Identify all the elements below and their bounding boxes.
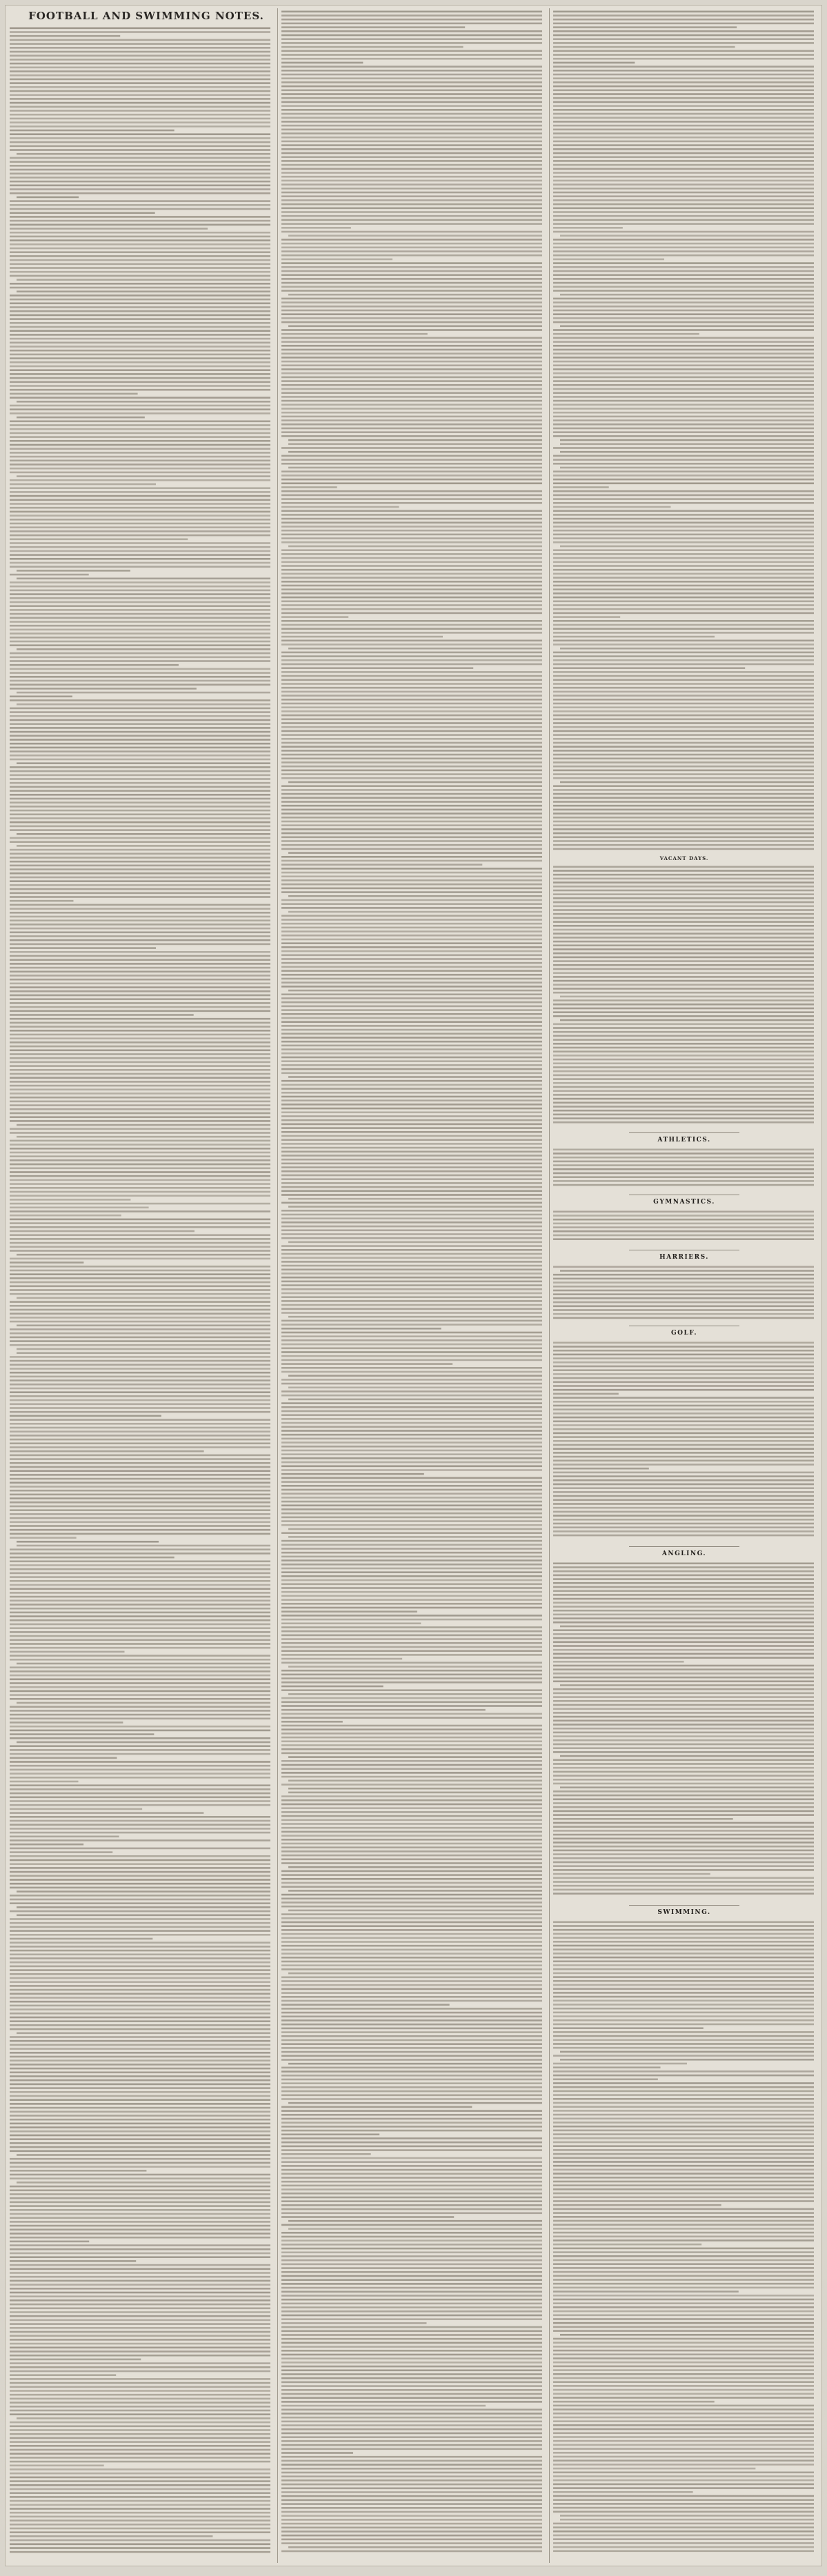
article-body: [281, 10, 544, 2555]
column-2: [281, 6, 545, 2566]
text-lines: [553, 1341, 815, 1541]
text-lines: [553, 1148, 815, 1189]
section-heading-angling: ANGLING.: [661, 1550, 707, 1557]
text-lines: [553, 1561, 815, 1899]
section-heading-swimming: SWIMMING.: [657, 1909, 711, 1916]
text-lines: [10, 26, 272, 2557]
column-1: [10, 6, 273, 2566]
divider: [629, 1546, 739, 1547]
gymnastics-body: [553, 1210, 815, 1244]
text-lines: [553, 1210, 815, 1244]
article-body: [10, 26, 272, 2557]
column-3: [553, 6, 817, 2566]
column-rule: [549, 8, 550, 2563]
newspaper-page: [5, 5, 822, 2566]
angling-body: [553, 1561, 815, 1899]
section-heading-golf: GOLF.: [671, 1330, 697, 1337]
text-lines: [553, 865, 815, 1127]
text-lines: [281, 10, 544, 2555]
vacant-days-list: [553, 865, 815, 1127]
harriers-body: [553, 1265, 815, 1320]
column-rule: [277, 8, 278, 2563]
text-lines: [553, 10, 815, 851]
page-title: FOOTBALL AND SWIMMING NOTES.: [28, 10, 264, 22]
text-lines: [553, 1265, 815, 1320]
section-heading-athletics: ATHLETICS.: [657, 1137, 711, 1144]
swimming-body: [553, 1920, 815, 2555]
golf-body: [553, 1341, 815, 1541]
athletics-body: [553, 1148, 815, 1189]
section-heading-harriers: HARRIERS.: [659, 1254, 709, 1261]
section-heading-vacant-days: VACANT DAYS.: [659, 855, 709, 861]
article-body: [553, 10, 815, 851]
divider: [629, 1905, 739, 1906]
section-heading-gymnastics: GYMNASTICS.: [653, 1199, 715, 1206]
text-lines: [553, 1920, 815, 2555]
divider: [629, 1132, 739, 1133]
